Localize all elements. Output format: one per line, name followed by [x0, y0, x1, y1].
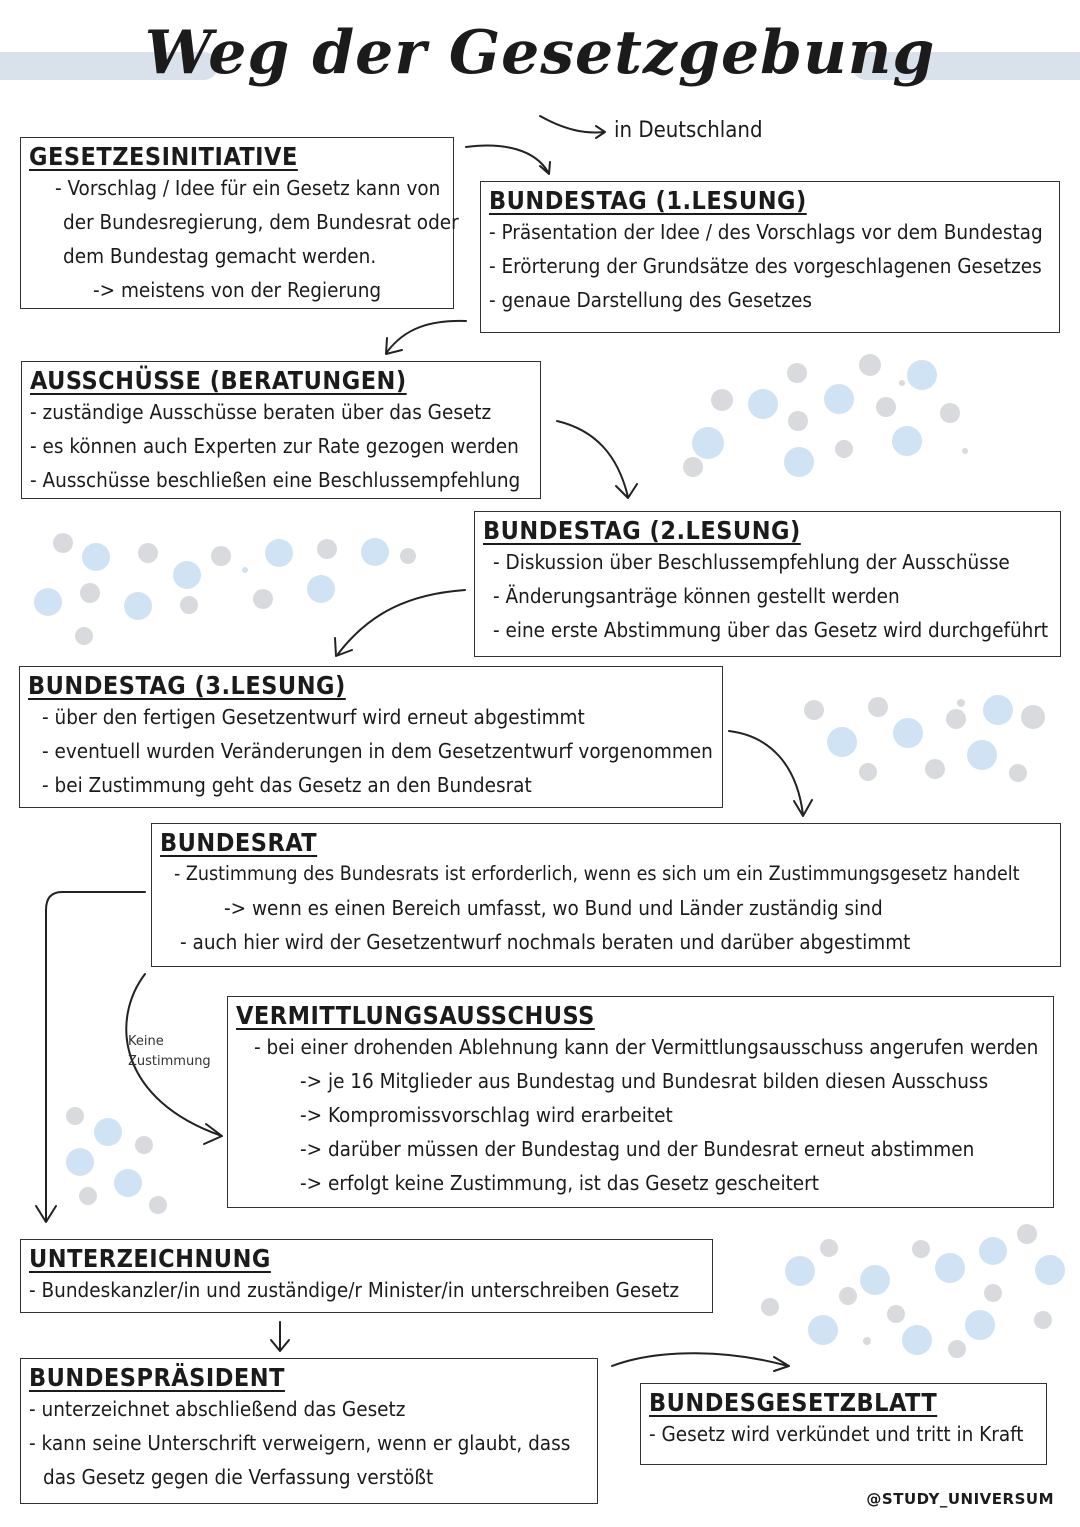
box-bundestag-lesung-3 [19, 666, 723, 808]
box-vermittlungsausschuss [227, 996, 1054, 1208]
decorative-dot [860, 1265, 890, 1295]
heading-bundespraesident: BUNDESPRÄSIDENT [29, 1363, 285, 1392]
lesung3-line-1: - über den fertigen Gesetzentwurf wird erneut abgestimmt [42, 705, 585, 729]
decorative-dot [1017, 1224, 1037, 1244]
decorative-dot [899, 380, 905, 386]
lesung2-line-3: - eine erste Abstimmung über das Gesetz wird durchgeführt [493, 618, 1049, 642]
annotation-line-2: Zustimmung [128, 1054, 211, 1069]
decorative-dot [887, 1305, 905, 1323]
decorative-dot [979, 1237, 1007, 1265]
initiative-line-2: der Bundesregierung, dem Bundesrat oder [63, 210, 459, 234]
vermittlung-line-3: -> Kompromissvorschlag wird erarbeitet [300, 1103, 673, 1127]
lesung2-line-2: - Änderungsanträge können gestellt werden [493, 584, 900, 608]
heading-lesung-1: BUNDESTAG (1.LESUNG) [489, 186, 807, 215]
box-gesetzesinitiative [20, 137, 459, 309]
heading-bundesrat: BUNDESRAT [160, 828, 318, 857]
decorative-dot [925, 759, 945, 779]
decorative-dot [79, 1187, 97, 1205]
decorative-dot [892, 426, 922, 456]
arrow-initiative-to-lesung1 [466, 146, 550, 174]
subtitle: in Deutschland [614, 118, 763, 143]
decorative-dot [242, 567, 248, 573]
decorative-dot [808, 1315, 838, 1345]
decorative-dot [748, 389, 778, 419]
decorative-dot [785, 1256, 815, 1286]
vermittlung-line-1: - bei einer drohenden Ablehnung kann der Vermittlungsausschuss angerufen werden [254, 1035, 1039, 1059]
decorative-dot [940, 403, 960, 423]
decorative-dot [173, 561, 201, 589]
heading-gesetzesinitiative: GESETZESINITIATIVE [29, 142, 298, 171]
lesung1-line-2: - Erörterung der Grundsätze des vorgeschlagenen Gesetzes [489, 254, 1042, 278]
annotation-keine-zustimmung [128, 1032, 211, 1072]
decorative-dot [859, 763, 877, 781]
decorative-dot [962, 448, 968, 454]
heading-lesung-2: BUNDESTAG (2.LESUNG) [483, 516, 801, 545]
heading-ausschuesse: AUSSCHÜSSE (BERATUNGEN) [30, 366, 407, 395]
decorative-dot [361, 538, 389, 566]
lesung3-line-3: - bei Zustimmung geht das Gesetz an den Bundesrat [42, 773, 532, 797]
author-handle: @STUDY_UNIVERSUM [866, 1490, 1054, 1508]
ausschuesse-line-1: - zuständige Ausschüsse beraten über das Gesetz [30, 400, 492, 424]
arrow-subtitle [540, 116, 605, 138]
decorative-dot [827, 727, 857, 757]
decorative-dot [983, 695, 1013, 725]
arrow-lesung3-to-bundesrat [729, 731, 812, 816]
decorative-dot [124, 592, 152, 620]
decorative-dot [1034, 1311, 1052, 1329]
page-title: Weg der Gesetzgebung [144, 18, 936, 88]
decorative-dot [307, 575, 335, 603]
box-bundestag-lesung-1 [480, 181, 1060, 333]
decorative-dot [317, 539, 337, 559]
decorative-dot [683, 457, 703, 477]
decorative-dot [114, 1169, 142, 1197]
lesung1-line-3: - genaue Darstellung des Gesetzes [489, 288, 812, 312]
decorative-dot [967, 740, 997, 770]
decorative-dot [80, 583, 100, 603]
decorative-dot [948, 1340, 966, 1358]
praesident-line-2: - kann seine Unterschrift verweigern, wenn er glaubt, dass [29, 1431, 571, 1455]
decorative-dot [1035, 1255, 1065, 1285]
decorative-dot [1009, 764, 1027, 782]
ausschuesse-line-3: - Ausschüsse beschließen eine Beschlussempfehlung [30, 468, 521, 492]
box-bundesrat [151, 823, 1061, 967]
lesung3-line-2: - eventuell wurden Veränderungen in dem Gesetzentwurf vorgenommen [42, 739, 713, 763]
box-bundesgesetzblatt [640, 1383, 1047, 1465]
bundesrat-line-3: - auch hier wird der Gesetzentwurf nochmals beraten und darüber abgestimmt [180, 930, 911, 954]
vermittlung-line-2: -> je 16 Mitglieder aus Bundestag und Bundesrat bilden diesen Ausschuss [300, 1069, 989, 1093]
decorative-dot [138, 543, 158, 563]
decorative-dot [876, 397, 896, 417]
decorative-dot [1021, 705, 1045, 729]
lesung2-line-1: - Diskussion über Beschlussempfehlung der Ausschüsse [493, 550, 1010, 574]
arrow-lesung2-to-lesung3 [335, 590, 465, 656]
decorative-dot [957, 699, 965, 707]
lesung1-line-1: - Präsentation der Idee / des Vorschlags vor dem Bundestag [489, 220, 1043, 244]
decorative-dot [965, 1310, 995, 1340]
decorative-dot [820, 1239, 838, 1257]
decorative-dot [149, 1196, 167, 1214]
heading-vermittlungsausschuss: VERMITTLUNGSAUSSCHUSS [236, 1001, 595, 1030]
decorative-dot [761, 1298, 779, 1316]
box-bundespraesident [20, 1358, 598, 1504]
decorative-dot [711, 389, 733, 411]
decorative-dot [66, 1148, 94, 1176]
box-ausschuesse [21, 361, 541, 499]
decorative-dot [94, 1118, 122, 1146]
decorative-dot [788, 411, 808, 431]
decorative-dot [211, 546, 231, 566]
praesident-line-1: - unterzeichnet abschließend das Gesetz [29, 1397, 406, 1421]
heading-bundesgesetzblatt: BUNDESGESETZBLATT [649, 1388, 938, 1417]
heading-lesung-3: BUNDESTAG (3.LESUNG) [28, 671, 346, 700]
vermittlung-line-4: -> darüber müssen der Bundestag und der Bundesrat erneut abstimmen [300, 1137, 975, 1161]
initiative-line-1: - Vorschlag / Idee für ein Gesetz kann von [55, 176, 441, 200]
annotation-line-1: Keine [128, 1034, 164, 1049]
gesetzblatt-line-1: - Gesetz wird verkündet und tritt in Kraft [649, 1422, 1024, 1446]
decorative-dot [253, 589, 273, 609]
decorative-dot [180, 596, 198, 614]
decorative-dot [935, 1253, 965, 1283]
box-bundestag-lesung-2 [474, 511, 1061, 657]
decorative-dot [907, 360, 937, 390]
decorative-dot [912, 1240, 930, 1258]
arrow-praesident-to-gesetzblatt [612, 1353, 789, 1371]
decorative-dot [75, 627, 93, 645]
decorative-dot [53, 533, 73, 553]
arrow-lesung1-to-ausschuesse [386, 321, 466, 354]
decorative-dot [868, 697, 888, 717]
box-unterzeichnung [20, 1239, 713, 1313]
decorative-dot [984, 1284, 1002, 1302]
arrow-ausschuesse-to-lesung2 [557, 421, 637, 498]
decorative-dot [400, 548, 416, 564]
decorative-dot [946, 709, 966, 729]
decorative-dot [839, 1287, 857, 1305]
vermittlung-line-5: -> erfolgt keine Zustimmung, ist das Gesetz gescheitert [300, 1171, 819, 1195]
arrow-unterzeichnung-to-praesident [271, 1322, 289, 1351]
unterzeichnung-line-1: - Bundeskanzler/in und zuständige/r Minister/in unterschreiben Gesetz [29, 1278, 680, 1302]
decorative-dot [692, 427, 724, 459]
ausschuesse-line-2: - es können auch Experten zur Rate gezogen werden [30, 434, 519, 458]
decorative-dot [135, 1136, 153, 1154]
praesident-line-3: das Gesetz gegen die Verfassung verstößt [43, 1465, 434, 1489]
bundesrat-line-1: - Zustimmung des Bundesrats ist erforderlich, wenn es sich um ein Zustimmungsgesetz handelt [174, 862, 1020, 885]
decorative-dot [265, 539, 293, 567]
decorative-dot [902, 1325, 932, 1355]
decorative-dot [804, 700, 824, 720]
initiative-line-3: dem Bundestag gemacht werden. [63, 244, 377, 268]
decorative-dot [82, 543, 110, 571]
decorative-dot [835, 440, 853, 458]
decorative-dot [863, 1337, 871, 1345]
decorative-dot [787, 363, 807, 383]
decorative-dot [66, 1107, 84, 1125]
initiative-line-4: -> meistens von der Regierung [93, 278, 382, 302]
decorative-dot [824, 384, 854, 414]
heading-unterzeichnung: UNTERZEICHNUNG [29, 1244, 271, 1273]
decorative-dot [34, 588, 62, 616]
decorative-dot [893, 718, 923, 748]
decorative-dot [784, 447, 814, 477]
bundesrat-line-2: -> wenn es einen Bereich umfasst, wo Bund und Länder zuständig sind [224, 896, 883, 920]
decorative-dot [859, 354, 881, 376]
